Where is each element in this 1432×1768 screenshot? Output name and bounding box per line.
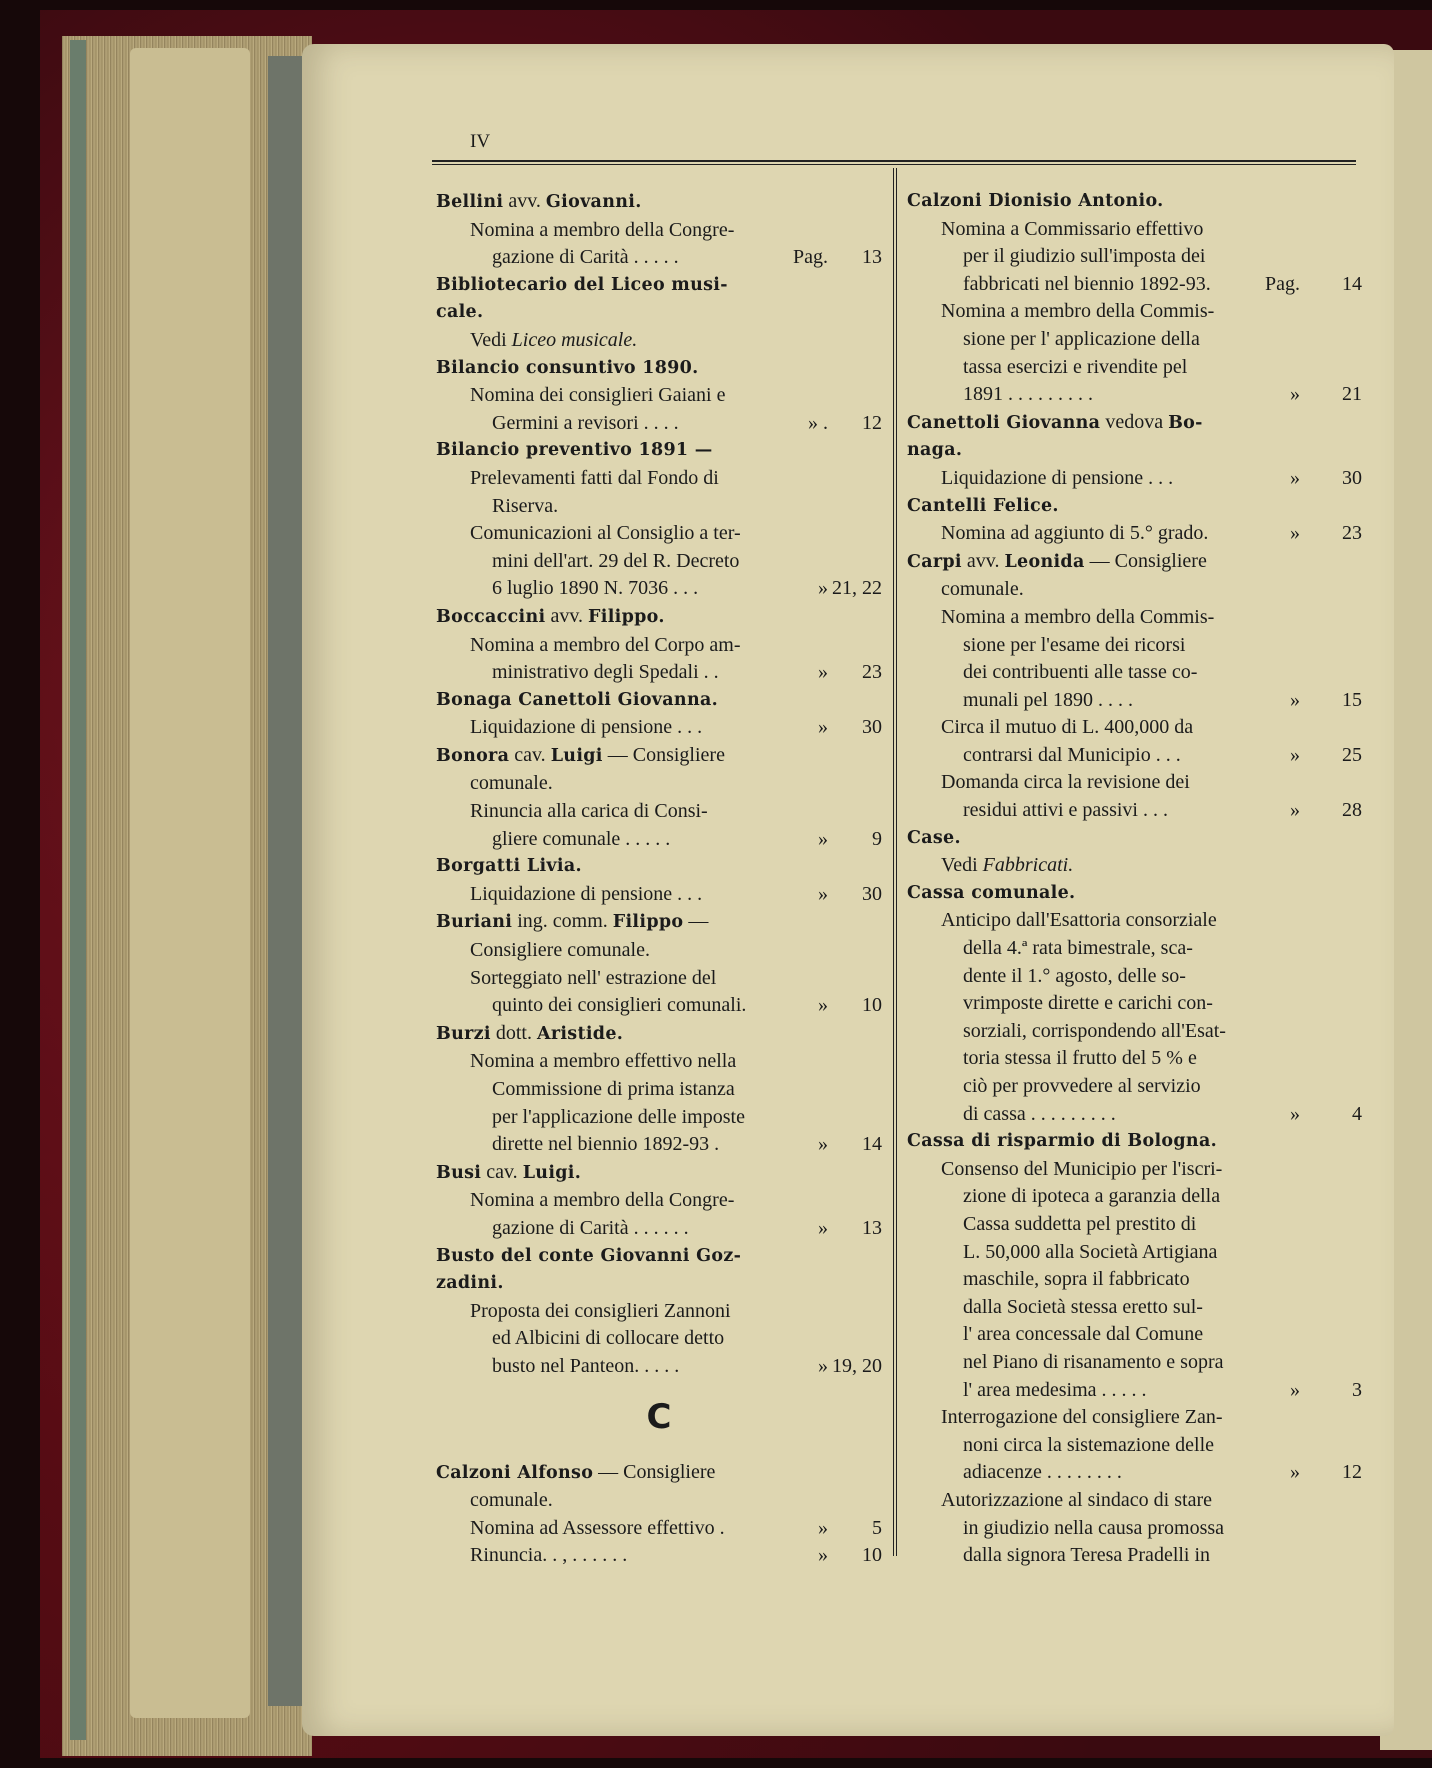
entry-text: mini dell'art. 29 del R. Decreto [492,549,740,572]
index-entry-line [907,271,1362,299]
page-reference-marker: » [1290,1461,1300,1484]
heading-name: Burzi [436,1023,491,1044]
book-spine-edge [70,40,86,1740]
index-entry-line [907,465,1362,493]
index-heading [436,742,882,771]
page-reference: 21 [1342,383,1362,406]
index-heading [436,272,882,300]
index-entry-line [907,1321,1362,1349]
heading-given-name: Filippo [612,912,684,933]
index-entry-line [436,410,882,438]
index-entry-line [907,1542,1362,1570]
entry-text: Rinuncia. . , . . . . . . [470,1544,628,1567]
index-entry-line [436,1104,882,1132]
entry-text: Rinuncia alla carica di Consi- [470,800,708,823]
index-entry-line [907,852,1362,880]
index-entry-line [907,1211,1362,1239]
entry-text: dalla signora Teresa Pradelli in [963,1544,1211,1567]
entry-text: gazione di Carità . . . . . . [492,1216,689,1239]
index-entry-line [436,1353,882,1381]
entry-text: gazione di Carità . . . . . [492,246,679,269]
page-reference: 5 [872,1516,882,1539]
entry-text: Vedi [941,854,983,877]
entry-text: Nomina ad aggiunto di 5.° grado. [941,522,1209,545]
heading-note: — Consigliere [1084,549,1207,572]
index-entry-line [907,1515,1362,1543]
entry-text: ministrativo degli Spedali . . [492,661,719,684]
entry-text: Nomina ad Assessore effettivo . [470,1516,725,1539]
heading-title: avv. [961,549,1005,572]
heading-name: Buriani [436,912,513,933]
entry-text: Vedi [470,328,512,351]
entry-text: Consigliere comunale. [470,939,650,962]
page-reference-marker: » [1290,799,1300,822]
index-heading [907,188,1362,216]
index-entry-line [436,714,882,742]
index-entry-line [907,1073,1362,1101]
section-letter: C [646,1396,672,1437]
heading-title: avv. [545,604,589,627]
index-entry-line [907,769,1362,797]
entry-text: Nomina dei consiglieri Gaiani e [470,384,726,407]
page-reference: 30 [862,882,882,905]
heading-name: Busto del conte Giovanni Goz- [436,1245,742,1266]
index-entry-line [436,217,882,245]
index-heading [436,437,882,465]
entry-text: Nomina a membro effettivo nella [470,1050,737,1073]
page-reference: 10 [862,994,882,1017]
entry-text: contrarsi dal Municipio . . . [963,743,1181,766]
index-heading [436,603,882,632]
entry-text: dei contribuenti alle tasse co- [963,661,1198,684]
entry-text: Consenso del Municipio per l'iscri- [941,1157,1223,1180]
page-reference: 12 [862,411,882,434]
page-reference: 28 [1342,799,1362,822]
page-reference: 9 [872,827,882,850]
entry-text: Domanda circa la revisione dei [941,771,1190,794]
index-entry-line [436,465,882,493]
index-entry-line [436,382,882,410]
index-entry-line [436,632,882,660]
entry-text: comunale. [470,772,553,795]
index-entry-line [907,1432,1362,1460]
index-entry-line [436,327,882,355]
left-index-column [436,188,882,1570]
page-reference: 4 [1352,1102,1362,1125]
index-entry-line [907,381,1362,409]
entry-text: 1891 . . . . . . . . . [963,383,1093,406]
heading-name: Bonora [436,745,510,766]
entry-text: quinto dei consiglieri comunali. [492,994,747,1017]
index-entry-line [436,965,882,993]
index-heading [436,908,882,937]
page-reference: 30 [862,716,882,739]
page-reference-marker: » [818,1354,828,1377]
index-entry-line [907,632,1362,660]
page-reference: 23 [862,661,882,684]
index-heading [907,548,1362,577]
index-entry-line [436,1048,882,1076]
entry-text: Comunicazioni al Consiglio a ter- [470,522,741,545]
page-reference-marker: » [1290,688,1300,711]
underlying-page [130,48,250,1718]
index-entry-line [436,1187,882,1215]
heading-name: Calzoni Dionisio Antonio. [907,191,1164,211]
index-entry-line [436,992,882,1020]
entry-text: Cassa suddetta pel prestito di [963,1212,1197,1235]
index-entry-line [907,963,1362,991]
entry-text: sione per l'esame dei ricorsi [963,633,1186,656]
header-rule [432,160,1356,165]
heading-given-name: Leonida [1004,551,1085,572]
index-heading [907,493,1362,521]
heading-name: Busi [436,1162,482,1183]
heading-name: Bilancio consuntivo 1890. [436,357,699,378]
page-reference: 10 [862,1544,882,1567]
entry-text: adiacenze . . . . . . . . [963,1461,1122,1484]
heading-name: Cassa di risparmio di Bologna. [907,1131,1217,1152]
index-heading [436,355,882,383]
entry-text: di cassa . . . . . . . . . [963,1102,1116,1125]
index-entry-line [907,907,1362,935]
index-entry-line [436,798,882,826]
page-reference-marker: » [1290,743,1300,766]
index-heading [907,880,1362,908]
heading-name: Carpi [907,551,962,572]
entry-text: gliere comunale . . . . . [492,827,671,850]
page-reference: 14 [862,1133,882,1156]
entry-text: munali pel 1890 . . . . [963,688,1133,711]
index-entry-line [436,826,882,854]
index-entry-line [907,1349,1362,1377]
index-entry-line [907,298,1362,326]
entry-text: fabbricati nel biennio 1892-93. [963,272,1211,295]
entry-text: Nomina a membro della Congre- [470,218,735,241]
entry-text: Nomina a membro del Corpo am- [470,633,741,656]
heading-name: cale. [436,302,484,323]
page-reference-marker: » [1290,1378,1300,1401]
page-reference-marker: » [818,827,828,850]
index-heading [436,853,882,881]
index-entry-line [436,520,882,548]
heading-name: Canettoli Giovanna [907,412,1101,433]
index-heading [436,1459,882,1488]
entry-text: per l'applicazione delle imposte [492,1105,745,1128]
index-heading [907,825,1362,853]
entry-text: residui attivi e passivi . . . [963,799,1168,822]
entry-text: l' area concessale dal Comune [963,1323,1204,1346]
entry-text: Nomina a membro della Commis- [941,300,1215,323]
heading-name: Calzoni Alfonso [436,1462,594,1483]
heading-name: Bellini [436,192,504,212]
entry-text: ciò per provvedere al servizio [963,1075,1201,1097]
page-reference-marker: » [818,882,828,905]
entry-text: nel Piano di risanamento e sopra [963,1350,1224,1373]
index-entry-line [436,1515,882,1543]
index-heading [907,437,1362,465]
page-reference-marker: » [818,1544,828,1567]
entry-text: Liquidazione di pensione . . . [470,882,703,905]
index-entry-line [907,1018,1362,1046]
index-entry-line [907,990,1362,1018]
index-entry-line [907,797,1362,825]
entry-text: Nomina a membro della Congre- [470,1189,735,1212]
page-reference: 13 [862,246,882,269]
index-entry-line [907,520,1362,548]
heading-name: Case. [907,827,961,848]
index-entry-line [907,243,1362,271]
entry-text: dente il 1.° agosto, delle so- [963,964,1186,987]
index-entry-line [436,493,882,521]
index-entry-line [907,1487,1362,1515]
page-reference: 14 [1342,272,1362,295]
index-entry-line [436,1215,882,1243]
index-entry-line [907,742,1362,770]
entry-text: Riserva. [492,494,559,517]
index-entry-line [436,1487,882,1515]
heading-title: cav. [509,743,551,766]
entry-text: Nomina a membro della Commis- [941,605,1215,628]
entry-text: maschile, sopra il fabbricato [963,1268,1190,1291]
index-entry-line [907,326,1362,354]
entry-text: Proposta dei consiglieri Zannoni [470,1299,731,1322]
page-reference-marker: » [1290,1102,1300,1125]
entry-text: toria stessa il frutto del 5 % e [963,1047,1197,1070]
index-entry-line [436,881,882,909]
page-reference-marker: » [818,1216,828,1239]
heading-name: Bonaga Canettoli Giovanna. [436,689,718,710]
page-reference-marker: » [818,994,828,1017]
heading-name: zadini. [436,1273,504,1294]
entry-text: Autorizzazione al sindaco di stare [941,1488,1212,1511]
page-reference-marker: » . [808,411,828,434]
entry-text: dalla Società stessa eretto sul- [963,1295,1203,1318]
page-number: IV [470,131,491,152]
index-entry-line [436,1298,882,1326]
heading-name: Bilancio preventivo 1891 — [436,440,713,461]
entry-text: Prelevamenti fatti dal Fondo di [470,466,719,489]
heading-given-name: Filippo. [588,606,665,627]
page-reference-marker: » [818,577,828,600]
entry-text: ed Albicini di collocare detto [492,1327,725,1350]
heading-note: — Consigliere [602,743,725,766]
index-entry-line [436,1131,882,1159]
entry-text: comunale. [941,578,1024,601]
page-reference-marker: » [818,1516,828,1539]
page-reference: 25 [1342,743,1362,766]
index-entry-line [907,1156,1362,1184]
index-entry-line [907,1101,1362,1129]
entry-text: 6 luglio 1890 N. 7036 . . . [492,577,699,600]
index-heading [436,1159,882,1188]
index-entry-line [436,244,882,272]
heading-given-name: Bo- [1168,412,1203,433]
heading-name: Borgatti Livia. [436,856,582,877]
index-entry-line [907,1045,1362,1073]
index-entry-line [907,1239,1362,1267]
heading-note: — [683,910,709,933]
entry-text: Germini a revisori . . . . [492,411,679,434]
index-entry-line [907,1377,1362,1405]
page-reference-marker: » [818,716,828,739]
entry-text: dirette nel biennio 1892-93 . [492,1133,720,1156]
heading-name: Boccaccini [436,606,546,627]
index-heading [436,687,882,715]
index-heading [436,1270,882,1298]
index-entry-line [436,937,882,965]
index-heading [436,1243,882,1271]
heading-title: cav. [481,1160,523,1183]
entry-text: busto nel Panteon. . . . . [492,1354,680,1377]
entry-text: Commissione di prima istanza [492,1078,735,1100]
heading-given-name: Luigi. [522,1162,582,1183]
page-reference: 19, 20 [832,1354,882,1377]
page-reference-marker: » [818,1133,828,1156]
entry-text: in giudizio nella causa promossa [963,1516,1225,1539]
index-entry-line [907,604,1362,632]
heading-title: vedova [1100,410,1169,433]
index-heading [907,409,1362,438]
entry-text: Circa il mutuo di L. 400,000 da [941,716,1194,739]
page-reference: 30 [1342,466,1362,489]
entry-text: tassa esercizi e rivendite pel [963,355,1188,378]
entry-text: Sorteggiato nell' estrazione del [470,966,717,989]
index-entry-line [436,548,882,576]
index-entry-line [907,1294,1362,1322]
entry-text: Liquidazione di pensione . . . [470,716,703,739]
page-reference-marker: » [818,661,828,684]
index-entry-line [907,687,1362,715]
page-reference: 23 [1342,522,1362,545]
entry-text: l' area medesima . . . . . [963,1378,1147,1401]
entry-text: L. 50,000 alla Società Artigiana [963,1240,1218,1263]
index-entry-line [907,1459,1362,1487]
entry-text: comunale. [470,1489,553,1512]
index-entry-line [436,1076,882,1104]
heading-title: dott. [490,1021,537,1044]
entry-text: sione per l' applicazione della [963,327,1200,350]
heading-name: naga. [907,440,963,461]
heading-name: Cantelli Felice. [907,495,1059,516]
heading-note: — Consigliere [593,1460,716,1483]
page-reference: 15 [1342,688,1362,711]
heading-given-name: Luigi [550,745,603,766]
page-reference-marker: Pag. [793,246,828,269]
heading-name: Bibliotecario del Liceo musi- [436,274,728,295]
page-reference: 21, 22 [832,577,882,600]
index-entry-line [436,1325,882,1353]
index-entry-line [907,1183,1362,1211]
index-entry-line [907,216,1362,244]
entry-text: zione di ipoteca a garanzia della [963,1185,1221,1208]
index-entry-line [436,659,882,687]
index-entry-line [907,354,1362,382]
index-entry-line [907,659,1362,687]
entry-text: Nomina a Commissario effettivo [941,217,1204,240]
index-entry-line [907,935,1362,963]
index-entry-line [907,576,1362,604]
index-entry-line [436,770,882,798]
column-divider [893,168,897,1556]
entry-text: Anticipo dall'Esattoria consorziale [941,909,1217,932]
entry-text: sorziali, corrispondendo all'Esat- [963,1019,1226,1042]
index-entry-line [907,714,1362,742]
entry-text: per il giudizio sull'imposta dei [963,245,1206,268]
heading-title: avv. [503,190,546,212]
index-heading [436,1020,882,1049]
index-entry-line [436,1542,882,1570]
entry-text: Liquidazione di pensione . . . [941,466,1174,489]
heading-title: ing. comm. [512,910,613,933]
page-reference: 12 [1342,1461,1362,1484]
heading-name: Cassa comunale. [907,882,1076,903]
entry-text: vrimposte dirette e carichi con- [963,992,1213,1015]
page-reference: 13 [862,1216,882,1239]
page-reference-marker: » [1290,383,1300,406]
entry-crossref: Fabbricati. [982,854,1074,877]
page-reference-marker: » [1290,466,1300,489]
index-heading [907,1128,1362,1156]
entry-text: della 4.ª rata bimestrale, sca- [963,937,1193,960]
index-entry-line [436,575,882,603]
entry-crossref: Liceo musicale. [511,328,638,351]
page-reference-marker: » [1290,522,1300,545]
right-index-column [907,188,1362,1570]
index-heading [436,299,882,327]
page-reference: 3 [1352,1378,1362,1401]
heading-given-name: Giovanni. [545,192,642,212]
entry-text: noni circa la sistemazione delle [963,1433,1215,1456]
heading-given-name: Aristide. [536,1023,624,1044]
page-reference-marker: Pag. [1265,272,1300,295]
entry-text: Interrogazione del consigliere Zan- [941,1406,1223,1429]
index-entry-line [907,1266,1362,1294]
index-heading [436,188,882,217]
index-entry-line [907,1404,1362,1432]
